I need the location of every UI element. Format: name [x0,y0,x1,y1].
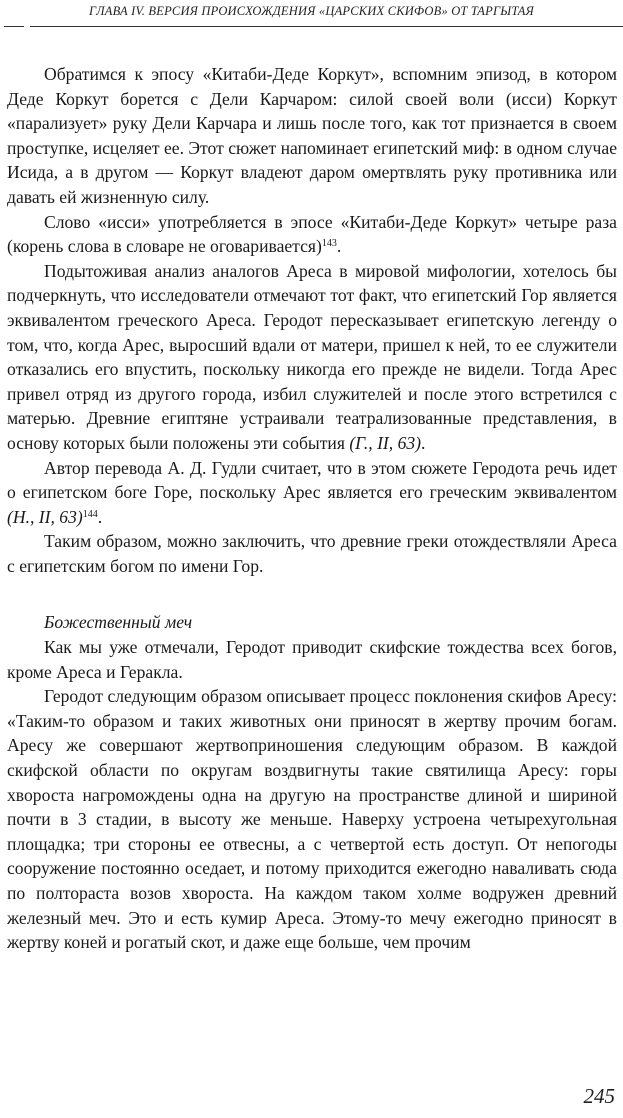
running-head-title: ГЛАВА IV. ВЕРСИЯ ПРОИСХОЖДЕНИЯ «ЦАРСКИХ СКИФОВ» ОТ ТАРГЫТАЯ [89,4,534,18]
paragraph-text: Автор перевода А. Д. Гудли считает, что в этом сюжете Геродота речь идет о египетском боге Горе, поскольку Арес является его греческим эквивалентом [7,457,617,503]
running-head [0,2,623,32]
paragraph-end: . [336,236,342,257]
paragraph-7 [7,684,617,955]
paragraph-text: Подытоживая анализ аналогов Ареса в мировой мифологии, хотелось бы подчеркнуть, что исследователи отмечают тот факт, что египетский Гор является эквивалентом греческого Ареса. Геродот пересказывает египетскую легенду о том, что, когда Арес, выросший вдали от матери, пришел к ней, то ее служители отказались его впустить, поскольку никогда его прежде не видели. Тогда Арес привел отряд из другого города, избил служителей и после этого встретился с матерью. Древние египтяне устраивали театрализованные представления, в основу которых были положены эти события [7,260,617,453]
footnote-marker-143: 143 [321,238,337,250]
paragraph-5 [7,529,617,578]
running-head-rule [30,26,623,27]
citation-herodotus-godley: (Н., II, 63) [7,506,83,527]
paragraph-text: Таким образом, можно заключить, что древние греки отождествляли Ареса с египетским богом по имени Гор. [7,531,617,576]
running-head-rule-left [4,26,24,27]
paragraph-end: . [97,506,103,527]
paragraph-2 [7,210,617,259]
paragraph-1 [7,62,617,210]
paragraph-6 [7,635,617,684]
section-title: Божественный меч [44,612,193,633]
paragraph-4 [7,456,617,530]
paragraph-text: Как мы уже отмечали, Геродот приводит скифские тождества всех богов, кроме Ареса и Геракла. [7,637,617,682]
page-number: 245 [583,1084,615,1108]
page-body [7,62,617,955]
paragraph-end: . [421,432,426,453]
footnote-marker-144: 144 [82,508,98,520]
paragraph-text: Обратимся к эпосу «Китаби-Деде Коркут», вспомним эпизод, в котором Деде Коркут борется с Дели Карчаром: силой своей воли (исси) Коркут «парализует» руку Дели Карчара и лишь после того, как тот признается в своем проступке, исцеляет ее. Этот сюжет напоминает египетский миф: в одном случае Исида, а в другом — Коркут владеют даром омертвлять руку противника или давать ей жизненную силу. [7,64,617,207]
citation-herodotus: (Г., II, 63) [349,432,422,453]
paragraph-text: Геродот следующим образом описывает процесс поклонения скифов Аресу: «Таким-то образом и таких животных они приносят в жертву прочим богам. Аресу же совершают жертвоприношения следующим образом. В каждой скифской области по округам воздвигнуты такие святилища Аресу: горы хвороста нагромождены одна на другую на пространстве длиной и шириной почти в 3 стадии, в высоту же меньше. Наверху устроена четырехугольная площадка; три стороны ее отвесны, а с четвертой есть доступ. От непогоды сооружение постоянно оседает, и потому приходится ежегодно наваливать сюда по полтораста возов хвороста. На каждом таком холме водружен древний железный меч. Это и есть кумир Ареса. Этому-то мечу ежегодно приносят в жертву коней и рогатый скот, и даже еще больше, чем прочим [7,686,617,953]
paragraph-text: Слово «исси» употребляется в эпосе «Китаби-Деде Коркут» четыре раза (корень слова в словаре не оговаривается) [7,211,617,257]
paragraph-3 [7,259,617,456]
